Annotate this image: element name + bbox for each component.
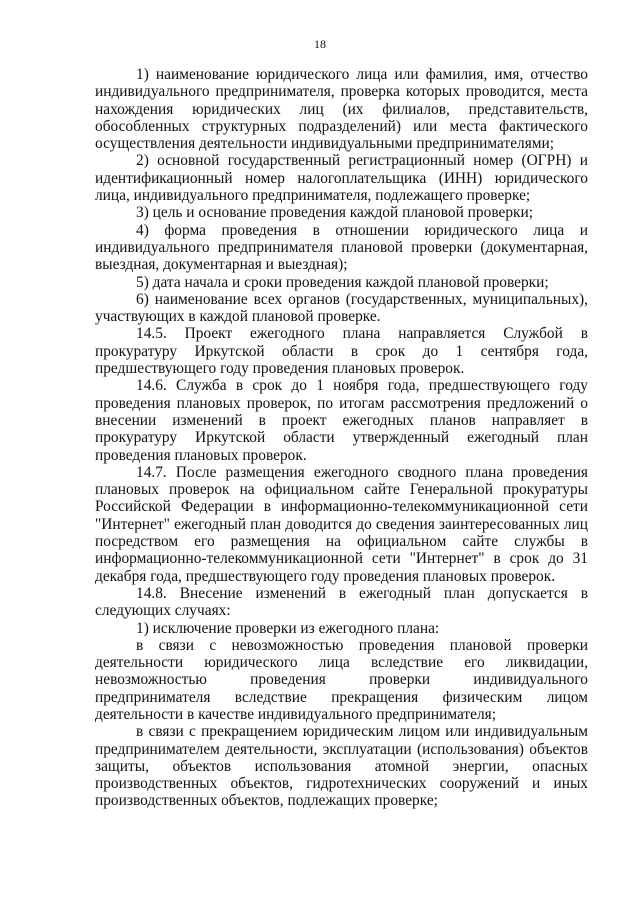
paragraph-item-5-dates: 5) дата начала и сроки проведения каждой плановой проверки;	[136, 273, 549, 291]
paragraph-liquidation-case: в связи с невозможностью проведения плановой проверки деятельности юридического лица вследствие его ликвидации, невозможностью проведения проверки индивидуального предпринимателя вследствие прекращения физическим лицом деятельности в качестве индивидуального предпринимателя;	[95, 636, 588, 723]
document-body	[95, 66, 588, 810]
paragraph-14-8-item-1: 1) исключение проверки из ежегодного плана:	[136, 619, 440, 637]
paragraph-item-3-purpose: 3) цель и основание проведения каждой плановой проверки;	[136, 204, 534, 222]
paragraph-item-2-ogrn-inn: 2) основной государственный регистрационный номер (ОГРН) и идентификационный номер налогоплательщика (ИНН) юридического лица, индивидуального предпринимателя, подлежащего проверке;	[95, 152, 588, 205]
paragraph-termination-case: в связи с прекращением юридическим лицом или индивидуальным предпринимателем деятельности, эксплуатации (использования) объектов защиты, объектов использования атомной энергии, опасных производственных объектов, гидротехнических сооружений и иных производственных объектов, подлежащих проверке;	[95, 723, 588, 810]
paragraph-item-6-agencies: 6) наименование всех органов (государственных, муниципальных), участвующих в каждой плановой проверке.	[95, 290, 588, 326]
page-number: 18	[314, 37, 326, 51]
paragraph-item-4-form: 4) форма проведения в отношении юридического лица и индивидуального предпринимателя плановой проверки (документарная, выездная, документарная и выездная);	[95, 221, 588, 274]
paragraph-14-8: 14.8. Внесение изменений в ежегодный план допускается в следующих случаях:	[95, 584, 588, 620]
paragraph-14-5: 14.5. Проект ежегодного плана направляется Службой в прокуратуру Иркутской области в срок до 1 сентября года, предшествующего году проведения плановых проверок.	[95, 325, 588, 378]
paragraph-item-1-name-location: 1) наименование юридического лица или фамилия, имя, отчество индивидуального предпринимателя, проверка которых проводится, места нахождения юридических лиц (их филиалов, представительств, обособленных структурных подразделений) или места фактического осуществления деятельности индивидуальными предпринимателями;	[95, 66, 588, 153]
paragraph-14-7: 14.7. После размещения ежегодного сводного плана проведения плановых проверок на официальном сайте Генеральной прокуратуры Российской Федерации в информационно-телекоммуникационной сети "Интернет" ежегодный план доводится до сведения заинтересованных лиц посредством его размещения на официальном сайте службы в информационно-телекоммуникационной сети "Интернет" в срок до 31 декабря года, предшествующего году проведения плановых проверок.	[95, 463, 588, 585]
paragraph-14-6: 14.6. Служба в срок до 1 ноября года, предшествующего году проведения плановых проверок, по итогам рассмотрения предложений о внесении изменений в проект ежегодных планов направляет в прокуратуру Иркутской области утвержденный ежегодный план проведения плановых проверок.	[95, 377, 588, 464]
